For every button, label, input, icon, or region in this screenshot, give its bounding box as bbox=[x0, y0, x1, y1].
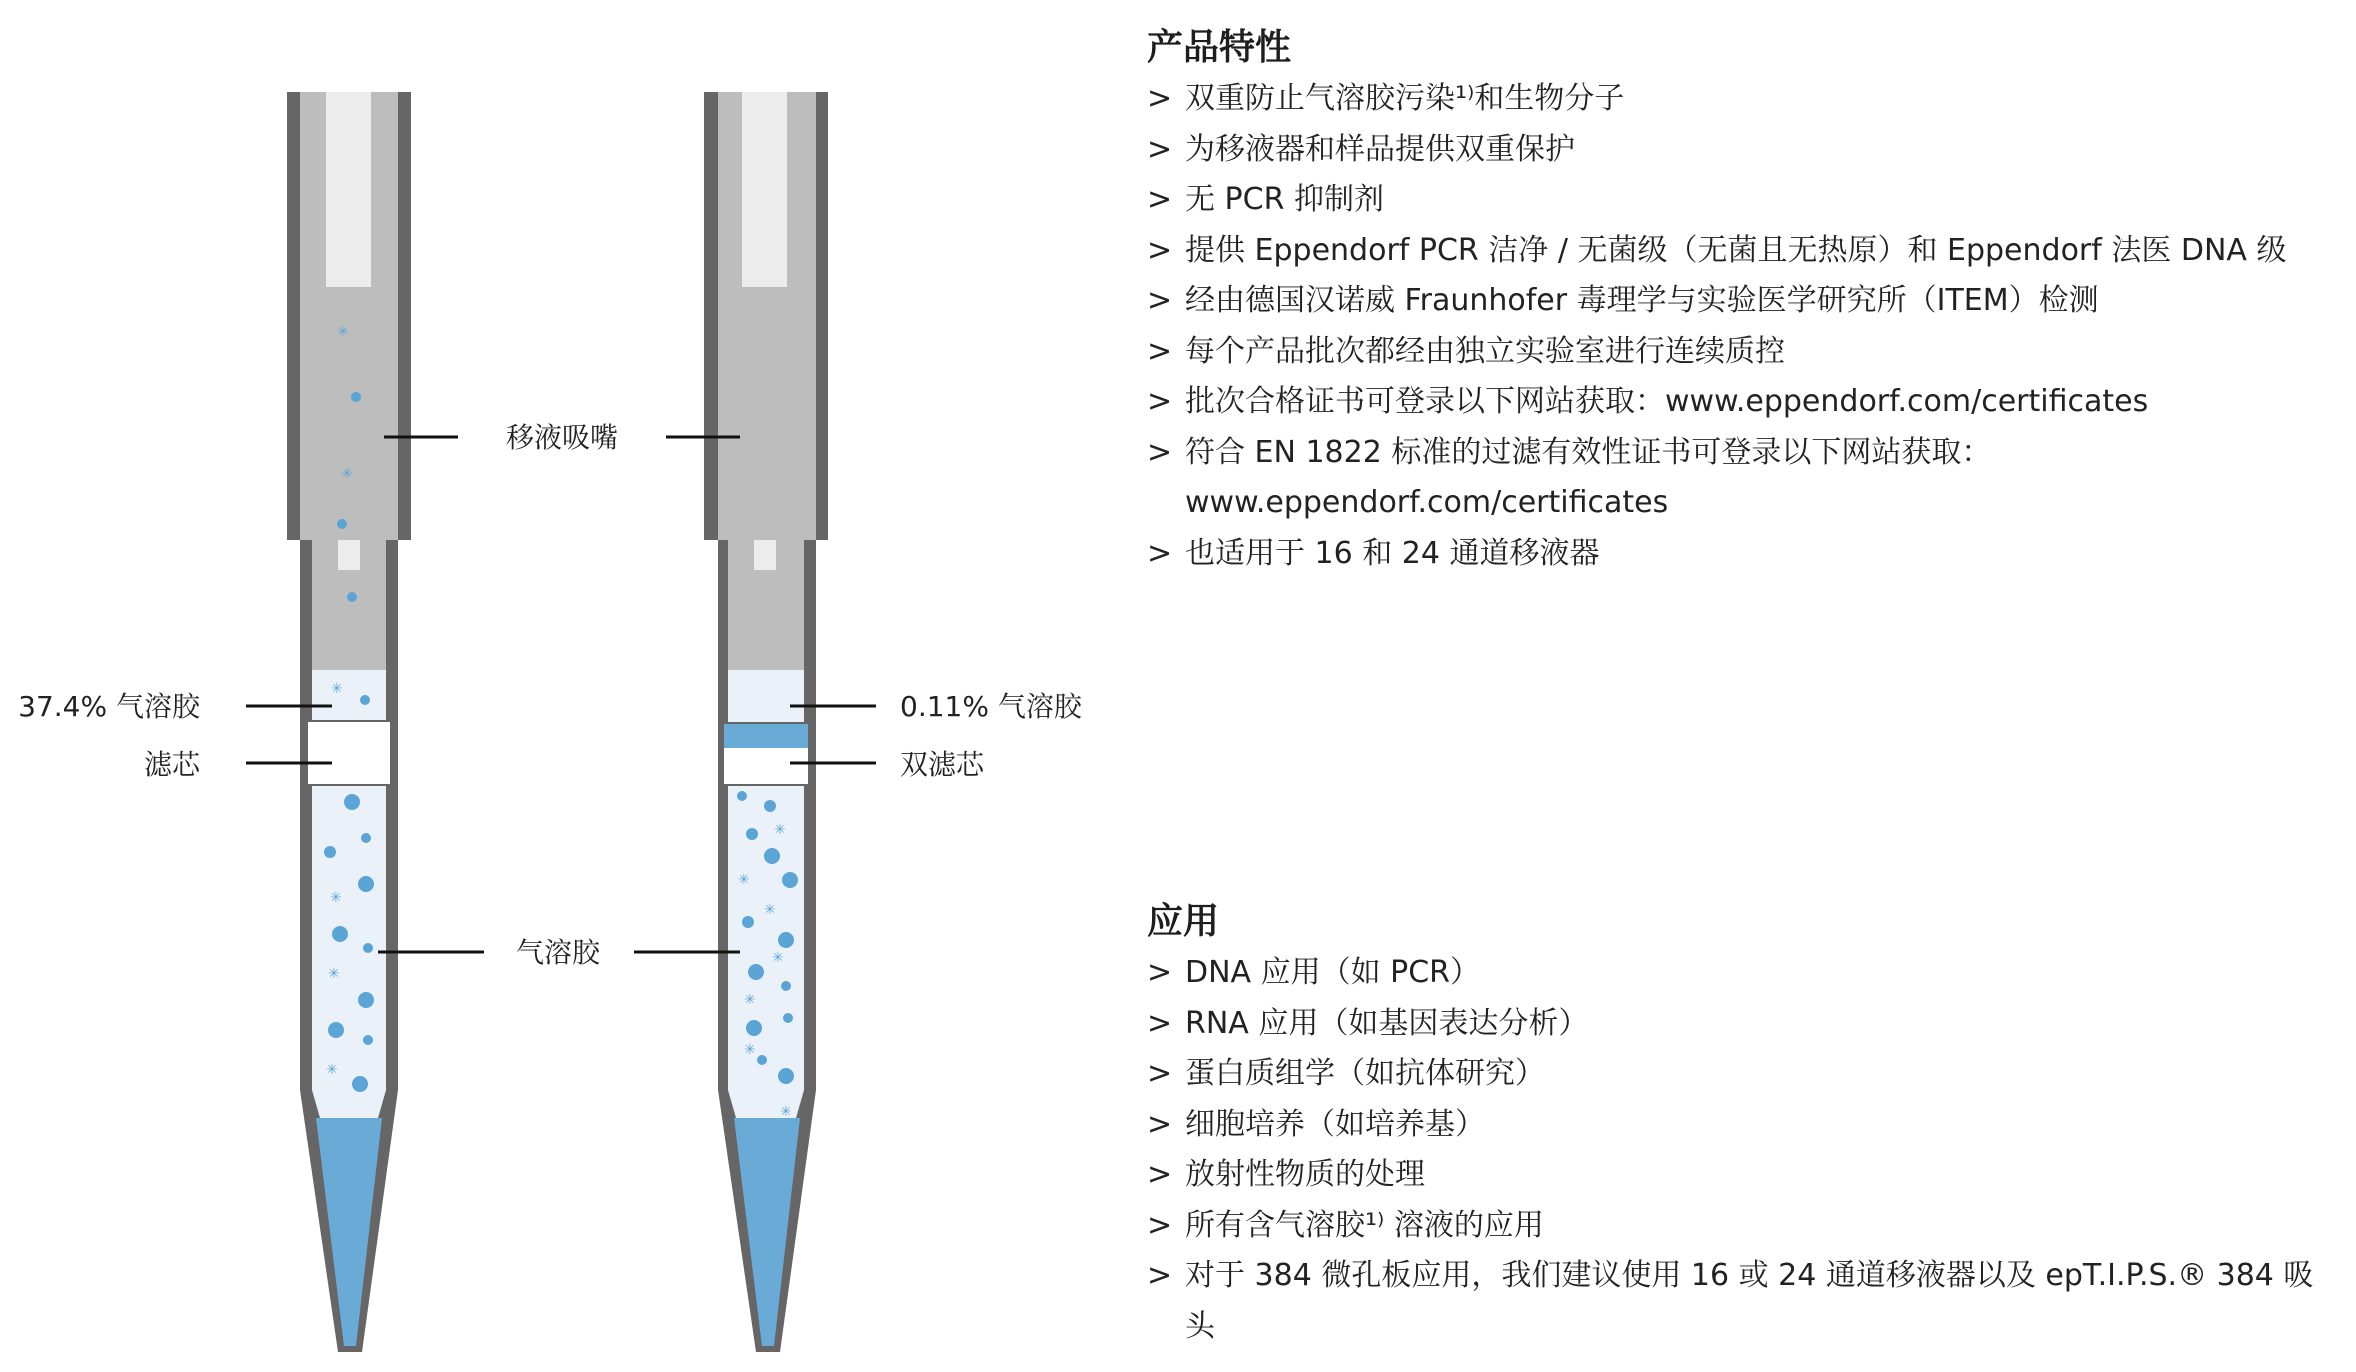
svg-text:✳: ✳ bbox=[744, 1042, 756, 1058]
list-item bbox=[1147, 1100, 2327, 1151]
label-left-aerosol-pct: 37.4% 气溶胶 bbox=[18, 690, 200, 723]
right-filter-white bbox=[724, 748, 808, 784]
right-shaft-highlight bbox=[742, 92, 787, 287]
list-item bbox=[1147, 175, 2327, 226]
features-section bbox=[1147, 22, 2327, 579]
list-item-text: 放射性物质的处理 bbox=[1185, 1157, 1425, 1192]
list-item-text: 提供 Eppendorf PCR 洁净 / 无菌级（无菌且无热原）和 Eppendorf 法医 DNA 级 bbox=[1185, 232, 2287, 268]
list-item bbox=[1147, 327, 2327, 378]
bullet-marker: > bbox=[1147, 232, 1173, 268]
list-item bbox=[1147, 428, 2327, 529]
list-item-text: 所有含气溶胶¹⁾ 溶液的应用 bbox=[1185, 1207, 1544, 1243]
left-upper-chamber bbox=[312, 670, 386, 720]
svg-text:✳: ✳ bbox=[337, 324, 349, 340]
bullet-marker: > bbox=[1147, 1005, 1173, 1041]
list-item-text: 符合 EN 1822 标准的过滤有效性证书可登录以下网站获取：www.eppendorf.com/certificates bbox=[1185, 434, 1992, 520]
bullet-marker: > bbox=[1147, 182, 1173, 217]
list-item-text: 批次合格证书可登录以下网站获取：www.eppendorf.com/certificates bbox=[1185, 384, 2149, 419]
right-filter-blue bbox=[724, 724, 808, 748]
list-item-text: 为移液器和样品提供双重保护 bbox=[1185, 131, 1575, 167]
label-filter: 滤芯 bbox=[143, 748, 200, 781]
bullet-marker: > bbox=[1147, 434, 1173, 470]
left-shaft-highlight bbox=[326, 92, 371, 287]
svg-text:✳: ✳ bbox=[341, 466, 353, 482]
svg-text:✳: ✳ bbox=[326, 1062, 338, 1078]
list-item-text: 经由德国汉诺威 Fraunhofer 毒理学与实验医学研究所（ITEM）检测 bbox=[1185, 283, 2099, 318]
applications-list bbox=[1147, 948, 2327, 1352]
list-item bbox=[1147, 999, 2327, 1050]
left-pipette-tip bbox=[287, 92, 411, 1352]
svg-text:✳: ✳ bbox=[328, 966, 340, 982]
svg-text:✳: ✳ bbox=[774, 822, 786, 838]
svg-text:✳: ✳ bbox=[780, 1104, 792, 1120]
bullet-marker: > bbox=[1147, 1106, 1173, 1142]
applications-section bbox=[1147, 896, 2327, 1352]
list-item-text: DNA 应用（如 PCR） bbox=[1185, 955, 1481, 990]
svg-text:✳: ✳ bbox=[738, 872, 750, 888]
bullet-marker: > bbox=[1147, 535, 1173, 571]
features-title: 产品特性 bbox=[1147, 26, 1292, 68]
list-item bbox=[1147, 1049, 2327, 1100]
label-dual-filter: 双滤芯 bbox=[900, 748, 985, 781]
list-item-text: 双重防止气溶胶污染¹⁾和生物分子 bbox=[1185, 81, 1625, 116]
list-item-text: 每个产品批次都经由独立实验室进行连续质控 bbox=[1185, 333, 1785, 369]
list-item bbox=[1147, 226, 2327, 277]
list-item-text: 蛋白质组学（如抗体研究） bbox=[1185, 1056, 1545, 1091]
right-pipette-tip bbox=[704, 92, 828, 1352]
svg-text:✳: ✳ bbox=[772, 950, 784, 966]
left-lower-chamber bbox=[312, 786, 386, 1118]
bullet-marker: > bbox=[1147, 1056, 1173, 1091]
list-item bbox=[1147, 529, 2327, 580]
list-item bbox=[1147, 276, 2327, 327]
list-item bbox=[1147, 1251, 2327, 1352]
label-tip: 移液吸嘴 bbox=[505, 421, 619, 454]
label-aerosol: 气溶胶 bbox=[515, 936, 601, 969]
bullet-marker: > bbox=[1147, 384, 1173, 419]
bullet-marker: > bbox=[1147, 131, 1173, 167]
list-item-text: 对于 384 微孔板应用，我们建议使用 16 或 24 通道移液器以及 epT.I.P.S.® 384 吸头 bbox=[1185, 1258, 2314, 1344]
left-filter bbox=[308, 722, 390, 784]
applications-title: 应用 bbox=[1147, 900, 1220, 942]
list-item bbox=[1147, 948, 2327, 999]
list-item-text: 也适用于 16 和 24 通道移液器 bbox=[1185, 535, 1600, 571]
bullet-marker: > bbox=[1147, 333, 1173, 369]
list-item bbox=[1147, 74, 2327, 125]
label-right-aerosol-pct: 0.11% 气溶胶 bbox=[900, 690, 1082, 723]
list-item-text: 无 PCR 抑制剂 bbox=[1185, 182, 1384, 217]
bullet-marker: > bbox=[1147, 1258, 1173, 1293]
features-list bbox=[1147, 74, 2327, 579]
svg-text:✳: ✳ bbox=[764, 902, 776, 918]
svg-text:✳: ✳ bbox=[330, 890, 342, 906]
svg-text:✳: ✳ bbox=[744, 992, 756, 1008]
list-item-text: 细胞培养（如培养基） bbox=[1185, 1106, 1485, 1142]
list-item bbox=[1147, 1201, 2327, 1252]
bullet-marker: > bbox=[1147, 955, 1173, 990]
bullet-marker: > bbox=[1147, 81, 1173, 116]
list-item-text: RNA 应用（如基因表达分析） bbox=[1185, 1005, 1589, 1041]
bullet-marker: > bbox=[1147, 1207, 1173, 1243]
list-item bbox=[1147, 125, 2327, 176]
pipette-tip-diagram bbox=[0, 0, 1140, 1372]
svg-text:✳: ✳ bbox=[331, 681, 343, 697]
bullet-marker: > bbox=[1147, 283, 1173, 318]
list-item bbox=[1147, 377, 2327, 428]
bullet-marker: > bbox=[1147, 1157, 1173, 1192]
right-upper-chamber bbox=[728, 670, 804, 722]
list-item bbox=[1147, 1150, 2327, 1201]
